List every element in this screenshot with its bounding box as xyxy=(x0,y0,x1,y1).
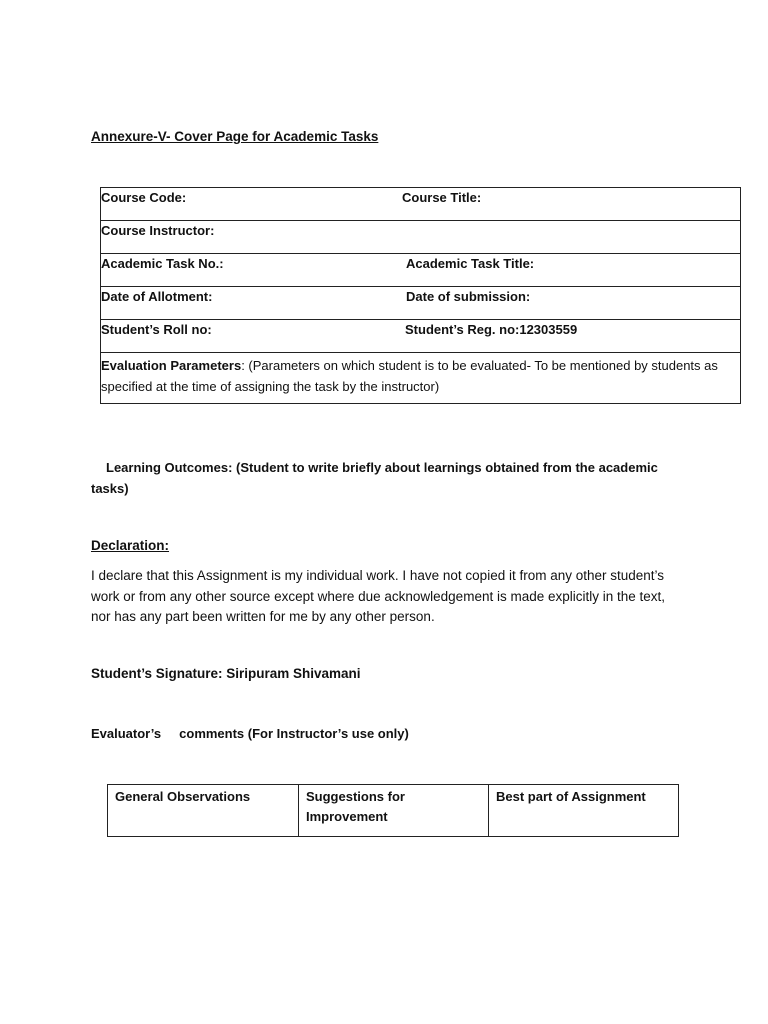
page-title: Annexure-V- Cover Page for Academic Tasks xyxy=(91,129,379,144)
suggestions-header: Suggestions for Improvement xyxy=(299,785,489,837)
evaluation-table xyxy=(107,784,679,837)
roll-no-label: Student’s Roll no: xyxy=(101,322,212,337)
table-row xyxy=(101,353,741,404)
date-of-allotment-label: Date of Allotment: xyxy=(101,289,213,304)
declaration-heading: Declaration: xyxy=(91,538,170,553)
academic-task-title-label: Academic Task Title: xyxy=(406,256,535,271)
best-part-header: Best part of Assignment xyxy=(489,785,679,837)
student-signature: Student’s Signature: Siripuram Shivamani xyxy=(91,666,361,681)
table-row xyxy=(108,785,679,837)
table-row xyxy=(101,221,741,254)
academic-task-no-label: Academic Task No.: xyxy=(101,256,224,271)
declaration-text: I declare that this Assignment is my individual work. I have not copied it from any other student’s work or from any other source except where due acknowledgement is made explicitly in the text, nor has any part been written for me by any other person. xyxy=(91,568,666,624)
course-code-label: Course Code: xyxy=(101,190,187,205)
reg-no-label: Student’s Reg. no:12303559 xyxy=(405,322,578,337)
evaluator-comments-heading: Evaluator’s comments (For Instructor’s use only) xyxy=(91,726,409,741)
table-row xyxy=(101,287,741,320)
course-title-label: Course Title: xyxy=(402,190,482,205)
general-observations-header: General Observations xyxy=(108,785,299,837)
evaluation-parameters-label: Evaluation Parameters xyxy=(101,358,242,373)
learning-outcomes: Learning Outcomes: (Student to write briefly about learnings obtained from the academic tasks) xyxy=(91,460,658,496)
course-instructor-label: Course Instructor: xyxy=(101,223,215,238)
table-row xyxy=(101,320,741,353)
course-info-table xyxy=(100,187,741,404)
table-row xyxy=(101,188,741,221)
table-row xyxy=(101,254,741,287)
evaluation-parameters-text: : (Parameters on which student is to be evaluated- To be mentioned by students as specified at the time of assigning the task by the instructor) xyxy=(101,358,718,394)
date-of-submission-label: Date of submission: xyxy=(406,289,531,304)
